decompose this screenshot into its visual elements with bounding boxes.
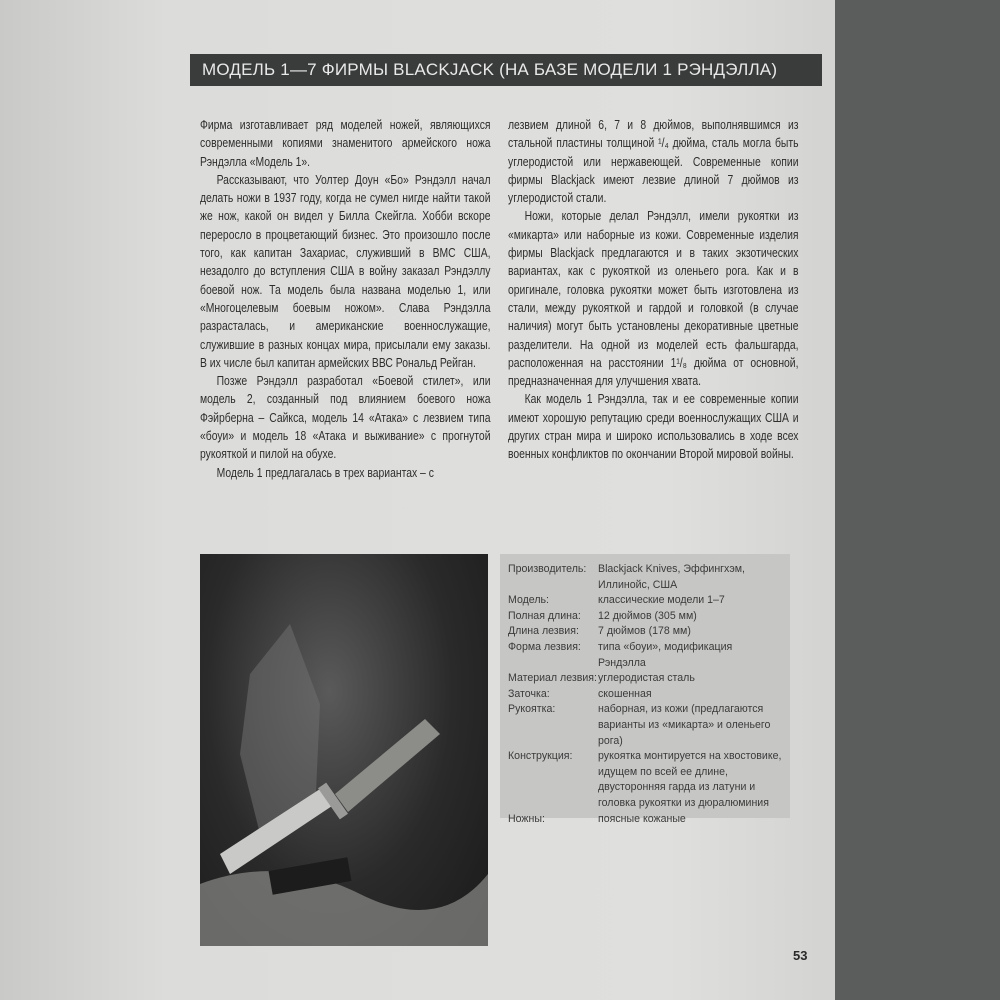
section-title: МОДЕЛЬ 1—7 ФИРМЫ BLACKJACK (НА БАЗЕ МОДЕЛИ 1 РЭНДЭЛЛА) [190,54,822,86]
spec-row: Конструкция: рукоятка монтируется на хвостовике, идущем по всей ее длине, двусторонняя гарда из латуни и головка рукоятки из дюралюминия [508,750,782,809]
right-column [508,116,799,464]
page-number: 53 [793,948,808,963]
spec-row: Рукоятка: наборная, из кожи (предлагаются варианты из «микарта» и оленьего рога) [508,703,771,747]
spec-row: Форма лезвия: типа «боуи», модификация Рэндэлла [508,640,733,669]
spec-row: Ножны: поясные кожаные [508,812,686,825]
spec-row: Полная длина: 12 дюймов (305 мм) [508,609,697,622]
paragraph: лезвием длиной 6, 7 и 8 дюймов, выполнявшимся из стальной пластины толщиной ¹/₄ дюйма, сталь могла быть углеродистой или нержавеющей. Современные копии фирмы Blackjack имеют лезвие длиной 7 дюймов из углеродистой стали. [508,118,799,206]
paragraph: Фирма изготавливает ряд моделей ножей, являющихся современными копиями знаменитого армейского ножа Рэндэлла «Модель 1». [200,118,491,169]
left-column [200,116,491,482]
specs-table [500,554,790,825]
paragraph: Модель 1 предлагалась в трех вариантах – с [216,465,434,480]
spec-row: Длина лезвия: 7 дюймов (178 мм) [508,625,691,638]
spec-row: Материал лезвия: углеродистая сталь [508,672,695,685]
spec-row: Заточка: скошенная [508,687,652,700]
paragraph: Рассказывают, что Уолтер Доун «Бо» Рэндэлл начал делать ножи в 1937 году, когда не сумел нигде найти такой же нож, какой он видел у Билла Скейгла. Хобби вскоре переросло в процветающий бизнес. Это произошло после того, как капитан Захариас, служивший в ВМС США, незадолго до вступления США в войну заказал Рэндэллу боевой нож. Та модель была названа моделью 1, или «Многоцелевым боевым ножом». Слава Рэндэлла разрасталась, и американские военнослужащие, служившие в разных концах мира, присылали ему заказы. В их числе был капитан армейских ВВС Рональд Рейган. [200,172,491,370]
cloth [200,871,488,946]
paragraph: Позже Рэндэлл разработал «Боевой стилет», или модель 2, созданный под влиянием боевого ножа Фэйрберна – Сайкса, модель 14 «Атака» с лезвием типа «боуи» и модель 18 «Атака и выживание» с прогнутой рукояткой и пилой на обухе. [200,374,491,462]
paragraph: Как модель 1 Рэндэлла, так и ее современные копии имеют хорошую репутацию среди военнослужащих США и других стран мира и широко использовались в ходе всех военных конфликтов по окончании Второй мировой войны. [508,392,799,462]
knife-photo [200,554,488,946]
paragraph: Ножи, которые делал Рэндэлл, имели рукоятки из «микарта» или наборные из кожи. Современные изделия фирмы Blackjack предлагаются и в таких экзотических вариантах, как с рукояткой из оленьего рога. Как и в оригинале, головка рукоятки может быть изготовлена из стали, между рукояткой и гардой и головкой (в случае наличия) могут быть установлены декоративные цветные разделители. На одной из моделей есть фальшгарда, расположенная на расстоянии 1¹/₈ дюйма от основной, предназначенная для улучшения хвата. [508,209,799,389]
spec-row: Модель: классические модели 1–7 [508,594,725,607]
knife-handle [335,719,440,812]
spec-row: Производитель: Blackjack Knives, Эффингхэм, Иллинойс, США [508,563,745,591]
